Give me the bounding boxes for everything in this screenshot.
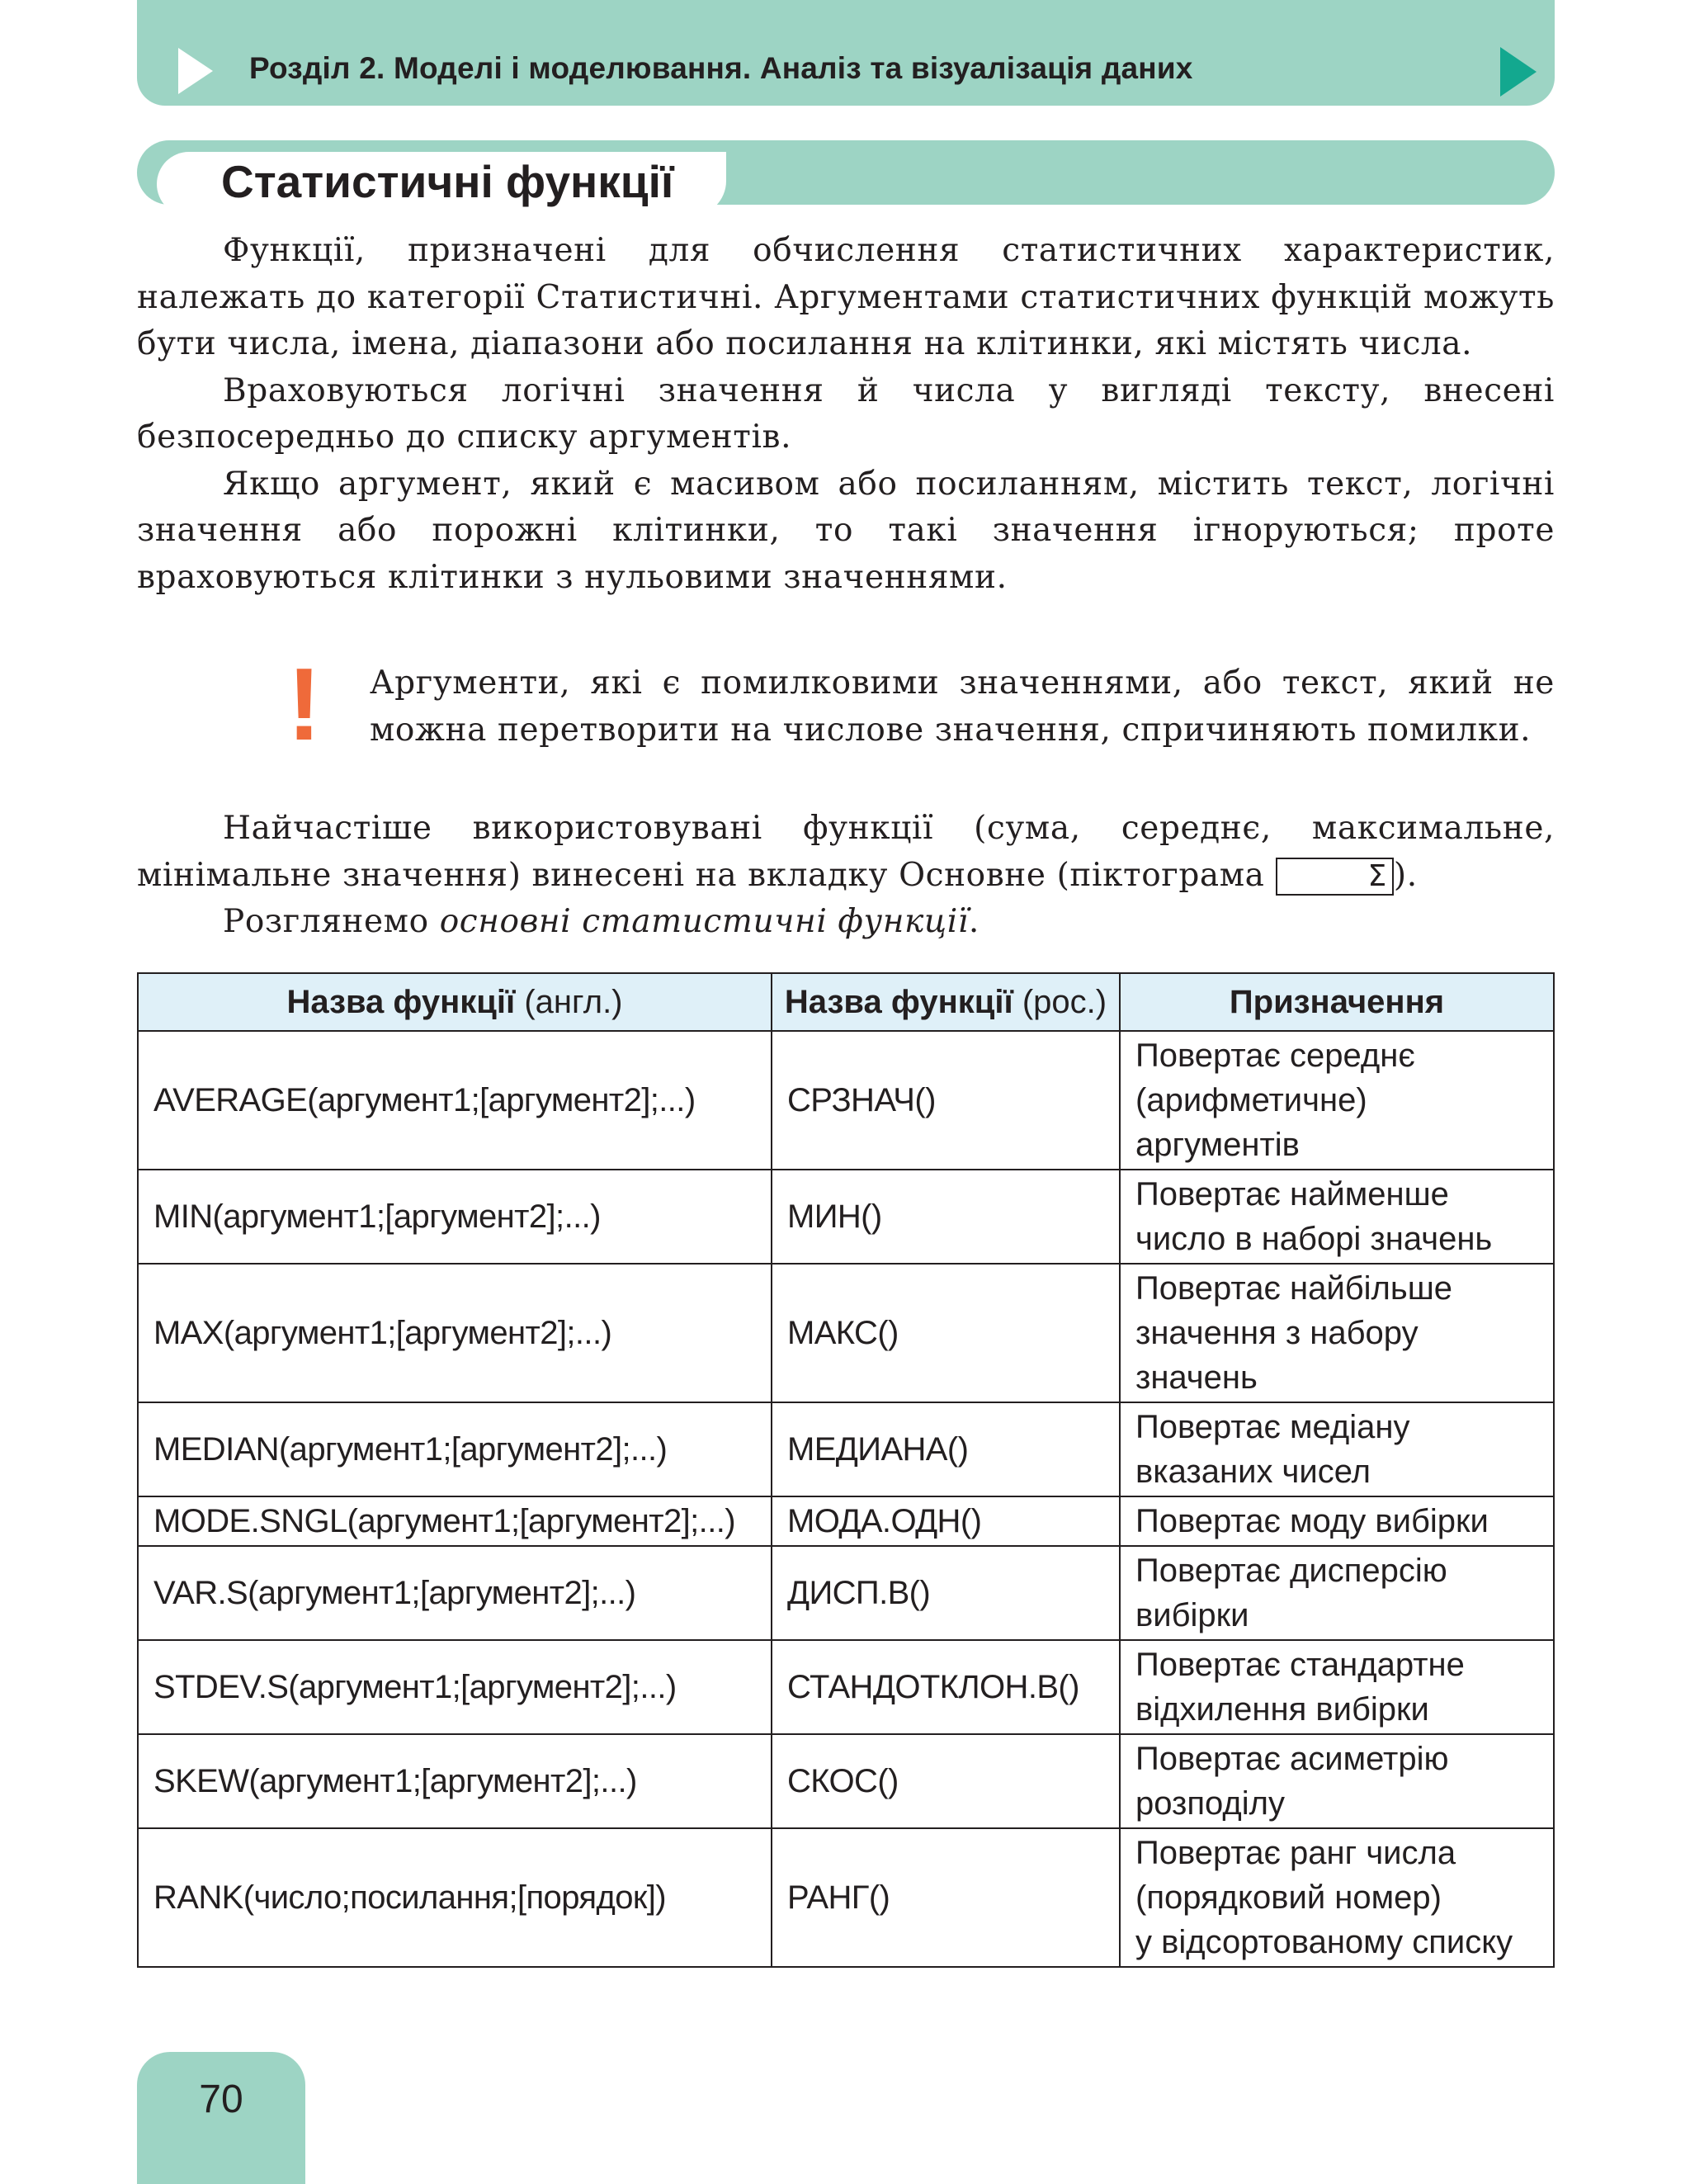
note-block [370, 660, 1555, 754]
function-russian-name: СКОС() [772, 1734, 1120, 1828]
table-row [138, 1170, 1554, 1264]
function-purpose [1120, 1734, 1554, 1828]
function-english-name: MIN(аргумент1;[аргумент2];...) [138, 1170, 772, 1264]
functions-table [137, 972, 1555, 1968]
function-english-name: AVERAGE(аргумент1;[аргумент2];...) [138, 1031, 772, 1170]
function-russian-name: ДИСП.В() [772, 1546, 1120, 1640]
purpose-line: відхилення вибірки [1135, 1691, 1429, 1728]
function-russian-name: МИН() [772, 1170, 1120, 1264]
function-purpose [1120, 1828, 1554, 1967]
page-number: 70 [199, 2078, 243, 2121]
function-purpose [1120, 1496, 1554, 1546]
purpose-line: Повертає середнє [1135, 1038, 1415, 1074]
function-purpose [1120, 1546, 1554, 1640]
purpose-line: (порядковий номер) [1135, 1879, 1442, 1916]
table-row [138, 1640, 1554, 1734]
function-purpose [1120, 1031, 1554, 1170]
header-english-name-bold: Назва функції [286, 983, 516, 1020]
function-russian-name: СРЗНАЧ() [772, 1031, 1120, 1170]
section-title: Статистичні функції [221, 156, 674, 207]
table-body [138, 1031, 1554, 1967]
sigma-icon: Σ [1276, 858, 1394, 896]
note-text: Аргументи, які є помилковими значеннями, або текст, який не можна перетворити на числове значення, спричиняють помилки. [370, 664, 1555, 749]
play-arrow-icon [178, 48, 213, 94]
next-arrow-icon [1500, 47, 1537, 97]
purpose-line: Повертає медіану [1135, 1409, 1410, 1445]
paragraph-2: Враховуються логічні значення й числа у вигляді тексту, внесені безпосередньо до списку аргументів. [137, 371, 1555, 456]
paragraph-3: Якщо аргумент, який є масивом або посиланням, містить текст, логічні значення або порожні клітинки, то такі значення ігноруються; проте враховуються клітинки з нульовими значеннями. [137, 465, 1555, 596]
purpose-line: значення з набору [1135, 1315, 1419, 1351]
purpose-line: Повертає найменше [1135, 1176, 1449, 1213]
exclamation-icon: ! [287, 648, 322, 762]
paragraph-4-start: Найчастіше використовувані функції (сума, середнє, максимальне, мінімальне значення) винесені на вкладку Основне (піктограма [137, 810, 1555, 894]
paragraph-5 [137, 899, 1555, 946]
function-english-name: MEDIAN(аргумент1;[аргумент2];...) [138, 1402, 772, 1496]
header-english-name [138, 973, 772, 1031]
purpose-line: Повертає моду вибірки [1135, 1503, 1489, 1539]
paragraph-5-end: . [968, 903, 980, 940]
table-row [138, 1031, 1554, 1170]
page-tab [137, 2052, 305, 2184]
purpose-line: Повертає ранг числа [1135, 1835, 1456, 1871]
intro-paragraphs [137, 228, 1555, 601]
paragraph-4-end: ). [1393, 856, 1418, 894]
function-english-name: MAX(аргумент1;[аргумент2];...) [138, 1264, 772, 1402]
paragraph-1: Функції, призначені для обчислення статистичних характеристик, належать до категорії Статистичні. Аргументами статистичних функцій можуть бути числа, імена, діапазони або посилання на клітинки, які містять числа. [137, 232, 1555, 362]
purpose-line: Повертає асиметрію [1135, 1741, 1449, 1777]
header-russian-name-light: (рос.) [1013, 983, 1107, 1020]
function-english-name: MODE.SNGL(аргумент1;[аргумент2];...) [138, 1496, 772, 1546]
outro-paragraphs [137, 806, 1555, 946]
function-russian-name: МЕДИАНА() [772, 1402, 1120, 1496]
table-row [138, 1828, 1554, 1967]
function-russian-name: МАКС() [772, 1264, 1120, 1402]
function-english-name: RANK(число;посилання;[порядок]) [138, 1828, 772, 1967]
purpose-line: вибірки [1135, 1597, 1249, 1633]
function-russian-name: РАНГ() [772, 1828, 1120, 1967]
paragraph-5-italic: основні статистичні функції [439, 903, 969, 940]
function-russian-name: СТАНДОТКЛОН.В() [772, 1640, 1120, 1734]
table-row [138, 1402, 1554, 1496]
paragraph-5-start: Розглянемо [223, 903, 440, 940]
table-header-row [138, 973, 1554, 1031]
function-english-name: STDEV.S(аргумент1;[аргумент2];...) [138, 1640, 772, 1734]
table-row [138, 1496, 1554, 1546]
function-purpose [1120, 1640, 1554, 1734]
table-row [138, 1546, 1554, 1640]
header-english-name-light: (англ.) [515, 983, 623, 1020]
purpose-line: (арифметичне) аргументів [1135, 1082, 1367, 1163]
purpose-line: вказаних чисел [1135, 1454, 1371, 1490]
header-russian-name-bold: Назва функції [784, 983, 1013, 1020]
function-english-name: VAR.S(аргумент1;[аргумент2];...) [138, 1546, 772, 1640]
function-english-name: SKEW(аргумент1;[аргумент2];...) [138, 1734, 772, 1828]
header-russian-name [772, 973, 1120, 1031]
chapter-header [137, 0, 1555, 106]
paragraph-4 [137, 806, 1555, 899]
purpose-line: розподілу [1135, 1785, 1285, 1822]
purpose-line: Повертає стандартне [1135, 1647, 1465, 1683]
table-row [138, 1264, 1554, 1402]
header-purpose: Призначення [1120, 973, 1554, 1031]
function-purpose [1120, 1170, 1554, 1264]
purpose-line: Повертає найбільше [1135, 1270, 1453, 1307]
purpose-line: Повертає дисперсію [1135, 1553, 1447, 1589]
chapter-title: Розділ 2. Моделі і моделювання. Аналіз та візуалізація даних [249, 51, 1193, 85]
purpose-line: число в наборі значень [1135, 1221, 1493, 1257]
function-russian-name: МОДА.ОДН() [772, 1496, 1120, 1546]
function-purpose [1120, 1402, 1554, 1496]
function-purpose [1120, 1264, 1554, 1402]
purpose-line: у відсортованому списку [1135, 1924, 1513, 1960]
purpose-line: значень [1135, 1359, 1258, 1396]
table-row [138, 1734, 1554, 1828]
